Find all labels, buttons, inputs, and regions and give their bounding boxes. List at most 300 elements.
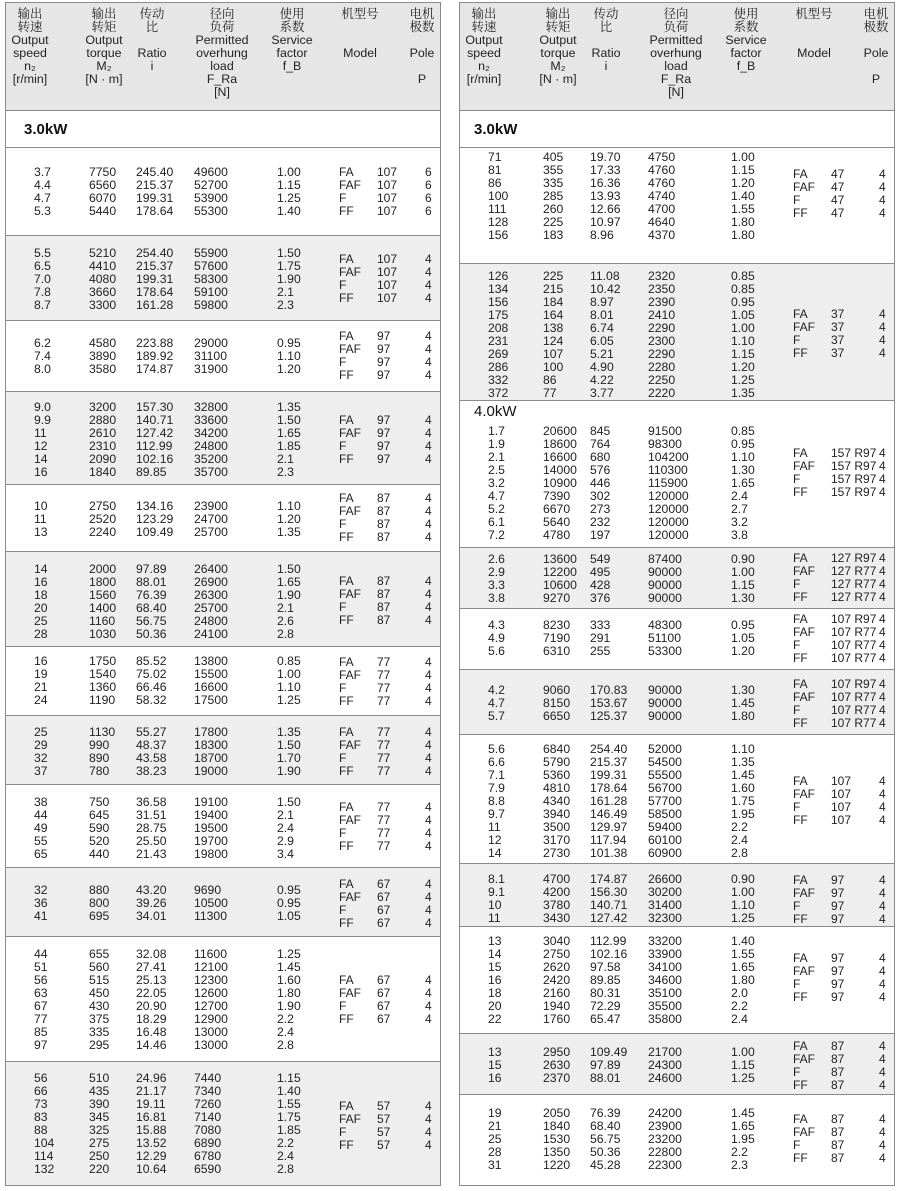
model-size: 67: [377, 916, 391, 930]
model-row: [339, 1013, 441, 1026]
model-size: 87: [377, 517, 391, 531]
output-torque-cell: 450: [89, 986, 110, 1000]
model-type: F: [339, 1125, 347, 1139]
overhung-load-cell: 26900: [194, 575, 228, 589]
output-speed-cell: 19: [488, 1106, 502, 1120]
model-size: 107: [377, 252, 398, 266]
table-row: [6, 848, 306, 861]
ratio-cell: 76.39: [590, 1106, 621, 1120]
model-type: F: [339, 681, 347, 695]
ratio-cell: 12.29: [136, 1149, 167, 1163]
overhung-load-cell: 15500: [194, 667, 228, 681]
output-torque-cell: 1800: [89, 575, 117, 589]
left-table: [5, 2, 441, 1186]
ratio-cell: 123.29: [136, 512, 174, 526]
pole-count: 4: [425, 517, 432, 531]
model-row: [793, 207, 895, 220]
ratio-cell: 845: [590, 424, 611, 438]
output-torque-cell: 1840: [89, 465, 117, 479]
service-factor-cell: 1.20: [731, 360, 755, 374]
service-factor-cell: 1.35: [277, 525, 301, 539]
service-factor-cell: 1.80: [731, 973, 755, 987]
model-size: 107 R77: [831, 690, 877, 704]
output-speed-cell: 14: [488, 846, 502, 860]
output-speed-cell: 51: [34, 960, 48, 974]
output-torque-cell: 1760: [543, 1012, 571, 1026]
output-torque-cell: 2520: [89, 512, 117, 526]
service-factor-cell: 0.85: [731, 282, 755, 296]
service-factor-cell: 2.3: [277, 465, 294, 479]
model-size: 77: [377, 655, 391, 669]
service-factor-cell: 0.90: [731, 872, 755, 886]
ratio-cell: 140.71: [136, 413, 174, 427]
row-group: [6, 715, 440, 785]
model-size: 67: [377, 999, 391, 1013]
table-row: [460, 464, 760, 477]
output-speed-cell: 21: [34, 680, 48, 694]
model-size: 87: [831, 1078, 845, 1092]
model-type: FAF: [339, 265, 362, 279]
service-factor-cell: 0.95: [731, 618, 755, 632]
model-type: FF: [793, 813, 808, 827]
model-type: FAF: [339, 668, 362, 682]
overhung-load-cell: 19800: [194, 847, 228, 861]
model-size: 87: [377, 530, 391, 544]
pole-count: 4: [425, 439, 432, 453]
pole-count: 4: [879, 716, 886, 730]
table-row: [6, 1163, 306, 1176]
output-torque-cell: 4810: [543, 781, 571, 795]
ratio-cell: 112.99: [590, 934, 627, 948]
model-size: 37: [831, 320, 845, 334]
model-size: 67: [377, 973, 391, 987]
output-speed-cell: 15: [488, 960, 502, 974]
pole-count: 4: [879, 800, 886, 814]
service-factor-cell: 1.95: [731, 1132, 755, 1146]
model-type: FA: [793, 307, 808, 321]
output-torque-cell: 225: [543, 215, 564, 229]
ratio-cell: 43.20: [136, 883, 167, 897]
service-factor-cell: 1.00: [731, 885, 755, 899]
output-torque-cell: 14000: [543, 463, 577, 477]
ratio-cell: 39.26: [136, 896, 167, 910]
overhung-load-cell: 23900: [648, 1119, 682, 1133]
output-speed-cell: 332: [488, 373, 509, 387]
model-size: 157 R97: [831, 472, 877, 486]
ratio-cell: 125.37: [590, 709, 628, 723]
service-factor-cell: 2.0: [731, 986, 748, 1000]
model-size: 77: [377, 839, 391, 853]
model-size: 107: [377, 178, 398, 192]
overhung-load-cell: 48300: [648, 618, 682, 632]
output-torque-cell: 2370: [543, 1071, 571, 1085]
overhung-load-cell: 57600: [194, 259, 228, 273]
pole-count: 4: [425, 613, 432, 627]
ratio-cell: 16.36: [590, 176, 621, 190]
model-row: [339, 614, 441, 627]
model-type: F: [339, 826, 347, 840]
output-speed-cell: 208: [488, 321, 509, 335]
service-factor-cell: 2.2: [731, 999, 748, 1013]
model-size: 127 R77: [831, 577, 877, 591]
output-speed-cell: 86: [488, 176, 502, 190]
overhung-load-cell: 90000: [648, 696, 682, 710]
table-header: [6, 3, 440, 111]
output-speed-cell: 20: [34, 601, 48, 615]
pole-count: 4: [425, 252, 432, 266]
model-size: 97: [831, 873, 845, 887]
model-type: FAF: [793, 1125, 816, 1139]
output-speed-cell: 7.1: [488, 768, 505, 782]
model-type: F: [793, 472, 801, 486]
model-type: F: [339, 278, 347, 292]
model-size: 107 R77: [831, 703, 877, 717]
overhung-load-cell: 4640: [648, 215, 676, 229]
pole-count: 4: [425, 764, 432, 778]
pole-count: 4: [425, 668, 432, 682]
pole-count: 4: [879, 346, 886, 360]
model-type: FF: [339, 204, 354, 218]
output-speed-cell: 22: [488, 1012, 502, 1026]
output-torque-cell: 7750: [89, 165, 117, 179]
service-factor-cell: 1.00: [277, 165, 301, 179]
model-type: FF: [339, 530, 354, 544]
output-torque-cell: 3940: [543, 807, 571, 821]
overhung-load-cell: 21700: [648, 1045, 682, 1059]
overhung-load-cell: 6780: [194, 1149, 222, 1163]
output-speed-cell: 156: [488, 295, 509, 309]
output-speed-cell: 10: [34, 499, 48, 513]
service-factor-cell: 1.05: [277, 909, 301, 923]
model-type: FF: [793, 912, 808, 926]
output-speed-cell: 6.6: [488, 755, 505, 769]
overhung-load-cell: 58300: [194, 272, 228, 286]
ratio-cell: 11.08: [590, 269, 620, 283]
service-factor-cell: 1.30: [731, 591, 755, 605]
output-speed-cell: 21: [488, 1119, 502, 1133]
service-factor-cell: 0.85: [731, 424, 755, 438]
table-row: [460, 592, 760, 605]
output-torque-cell: 1130: [89, 725, 116, 739]
output-torque-cell: 510: [89, 1071, 110, 1085]
model-type: FAF: [339, 178, 362, 192]
model-size: 57: [377, 1112, 391, 1126]
ratio-cell: 32.08: [136, 947, 167, 961]
output-torque-cell: 325: [89, 1123, 110, 1137]
model-type: F: [339, 439, 347, 453]
pole-count: 4: [425, 504, 432, 518]
model-type: FAF: [339, 738, 362, 752]
model-type: FAF: [339, 986, 362, 1000]
service-factor-cell: 1.50: [277, 562, 301, 576]
ratio-cell: 189.92: [136, 349, 174, 363]
service-factor-cell: 1.65: [731, 960, 755, 974]
ratio-cell: 8.97: [590, 295, 614, 309]
output-torque-cell: 780: [89, 764, 110, 778]
service-factor-cell: 2.4: [277, 1149, 294, 1163]
model-type: FA: [339, 574, 354, 588]
pole-count: 4: [425, 600, 432, 614]
overhung-load-cell: 90000: [648, 709, 682, 723]
output-speed-cell: 5.7: [488, 709, 505, 723]
overhung-load-cell: 55900: [194, 246, 228, 260]
service-factor-cell: 1.30: [731, 683, 755, 697]
output-speed-cell: 9.9: [34, 413, 51, 427]
overhung-load-cell: 60100: [648, 833, 682, 847]
output-speed-cell: 4.4: [34, 178, 51, 192]
output-torque-cell: 1220: [543, 1158, 571, 1172]
ratio-cell: 50.36: [590, 1145, 621, 1159]
service-factor-cell: 2.4: [731, 1012, 748, 1026]
ratio-cell: 112.99: [136, 439, 173, 453]
pole-count: 4: [425, 1099, 432, 1113]
overhung-load-cell: 59800: [194, 298, 228, 312]
output-speed-cell: 16: [34, 465, 48, 479]
overhung-load-cell: 35800: [648, 1012, 682, 1026]
service-factor-cell: 1.00: [731, 565, 755, 579]
output-torque-cell: 1190: [89, 693, 116, 707]
output-speed-cell: 16: [488, 973, 502, 987]
ratio-cell: 50.36: [136, 627, 167, 641]
output-torque-cell: 18600: [543, 437, 577, 451]
service-factor-cell: 2.1: [277, 452, 294, 466]
model-size: 37: [831, 307, 845, 321]
ratio-cell: 146.49: [590, 807, 628, 821]
output-speed-cell: 2.6: [488, 552, 505, 566]
output-speed-cell: 10: [488, 898, 502, 912]
ratio-cell: 89.85: [136, 465, 167, 479]
ratio-cell: 25.13: [136, 973, 167, 987]
output-torque-cell: 220: [89, 1162, 110, 1176]
output-torque-cell: 2610: [89, 426, 117, 440]
service-factor-cell: 2.8: [277, 627, 294, 641]
output-speed-cell: 128: [488, 215, 509, 229]
pole-count: 4: [879, 206, 886, 220]
model-type: FA: [793, 612, 808, 626]
output-torque-cell: 655: [89, 947, 110, 961]
ratio-cell: 21.17: [136, 1084, 167, 1098]
model-size: 87: [377, 587, 391, 601]
ratio-cell: 127.42: [590, 911, 628, 925]
output-torque-cell: 16600: [543, 450, 577, 464]
model-size: 87: [831, 1065, 845, 1079]
pole-count: 4: [879, 964, 886, 978]
output-torque-cell: 3040: [543, 934, 571, 948]
table-row: [6, 363, 306, 376]
model-type: FAF: [339, 1112, 362, 1126]
service-factor-cell: 1.65: [277, 426, 301, 440]
overhung-load-cell: 34600: [648, 973, 682, 987]
model-size: 77: [377, 668, 391, 682]
output-torque-cell: 6070: [89, 191, 117, 205]
model-size: 157 R97: [831, 485, 877, 499]
service-factor-cell: 2.2: [731, 820, 748, 834]
ratio-cell: 80.31: [590, 986, 621, 1000]
model-type: FF: [793, 206, 808, 220]
ratio-cell: 161.28: [136, 298, 174, 312]
service-factor-cell: 1.55: [731, 947, 755, 961]
output-speed-cell: 25: [34, 614, 48, 628]
output-speed-cell: 156: [488, 228, 509, 242]
ratio-cell: 3.77: [590, 386, 614, 400]
output-speed-cell: 11: [488, 820, 501, 834]
model-size: 97: [831, 912, 845, 926]
table-row: [6, 765, 306, 778]
model-type: F: [793, 899, 801, 913]
table-row: [460, 579, 760, 592]
model-type: FF: [339, 839, 354, 853]
output-speed-cell: 6.5: [34, 259, 51, 273]
table-row: [460, 387, 760, 400]
ratio-cell: 156.30: [590, 885, 628, 899]
pole-count: 4: [425, 342, 432, 356]
ratio-cell: 223.88: [136, 336, 174, 350]
ratio-cell: 4.90: [590, 360, 614, 374]
model-size: 107: [377, 291, 398, 305]
model-type: FF: [793, 590, 808, 604]
ratio-cell: 20.90: [136, 999, 167, 1013]
overhung-load-cell: 35100: [648, 986, 682, 1000]
output-speed-cell: 28: [488, 1145, 502, 1159]
service-factor-cell: 3.8: [731, 528, 748, 542]
service-factor-cell: 2.2: [731, 1145, 748, 1159]
pole-count: 4: [879, 990, 886, 1004]
table-row: [460, 425, 760, 438]
model-type: FAF: [339, 890, 362, 904]
service-factor-cell: 1.40: [731, 189, 755, 203]
output-speed-cell: 5.2: [488, 502, 505, 516]
overhung-load-cell: 23900: [194, 499, 228, 513]
pole-count: 4: [879, 977, 886, 991]
output-speed-cell: 28: [34, 627, 48, 641]
service-factor-cell: 1.40: [277, 204, 301, 218]
overhung-load-cell: 24800: [194, 614, 228, 628]
model-size: 97: [831, 977, 845, 991]
output-torque-cell: 6310: [543, 644, 571, 658]
service-factor-cell: 1.95: [731, 807, 755, 821]
model-type: F: [339, 751, 347, 765]
header-ratio: 传动 比 Ratio i: [137, 7, 167, 73]
service-factor-cell: 1.40: [277, 1084, 301, 1098]
model-size: 47: [831, 206, 845, 220]
output-torque-cell: 8150: [543, 696, 571, 710]
pole-count: 4: [425, 1112, 432, 1126]
service-factor-cell: 1.65: [731, 476, 755, 490]
ratio-cell: 16.48: [136, 1025, 167, 1039]
model-size: 77: [377, 725, 391, 739]
ratio-cell: 21.43: [136, 847, 167, 861]
ratio-cell: 178.64: [136, 204, 174, 218]
pole-count: 4: [879, 167, 886, 181]
service-factor-cell: 1.30: [731, 463, 755, 477]
output-torque-cell: 890: [89, 751, 110, 765]
service-factor-cell: 2.4: [277, 1025, 294, 1039]
model-size: 87: [831, 1052, 845, 1066]
model-type: FA: [793, 774, 808, 788]
output-torque-cell: 275: [89, 1136, 110, 1150]
output-speed-cell: 2.9: [488, 565, 505, 579]
model-size: 47: [831, 193, 845, 207]
output-speed-cell: 7.2: [488, 528, 505, 542]
output-speed-cell: 4.2: [488, 683, 505, 697]
ratio-cell: 97.89: [590, 1058, 621, 1072]
table-row: [460, 553, 760, 566]
model-type: FF: [339, 291, 354, 305]
ratio-cell: 117.94: [590, 833, 627, 847]
output-speed-cell: 7.4: [34, 349, 51, 363]
overhung-load-cell: 52700: [194, 178, 228, 192]
service-factor-cell: 1.20: [731, 644, 755, 658]
ratio-cell: 109.49: [590, 1045, 628, 1059]
table-row: [460, 229, 760, 242]
model-type: FF: [339, 1012, 354, 1026]
ratio-cell: 43.58: [136, 751, 167, 765]
output-speed-cell: 5.3: [34, 204, 51, 218]
service-factor-cell: 1.45: [731, 696, 755, 710]
table-row: [6, 299, 306, 312]
service-factor-cell: 0.95: [277, 896, 301, 910]
overhung-load-cell: 26600: [648, 872, 682, 886]
output-speed-cell: 32: [34, 751, 48, 765]
overhung-load-cell: 7440: [194, 1071, 222, 1085]
overhung-load-cell: 90000: [648, 591, 682, 605]
output-speed-cell: 6.1: [488, 515, 505, 529]
output-torque-cell: 2240: [89, 525, 117, 539]
output-torque-cell: 3300: [89, 298, 117, 312]
overhung-load-cell: 55500: [648, 768, 682, 782]
output-torque-cell: 20600: [543, 424, 577, 438]
model-type: F: [793, 333, 801, 347]
overhung-load-cell: 31400: [648, 898, 682, 912]
model-type: F: [339, 517, 347, 531]
service-factor-cell: 2.1: [277, 808, 294, 822]
ratio-cell: 8.96: [590, 228, 614, 242]
service-factor-cell: 1.90: [277, 588, 301, 602]
overhung-load-cell: 26400: [194, 562, 228, 576]
pole-count: 4: [879, 1112, 886, 1126]
pole-count: 4: [879, 446, 886, 460]
model-size: 107 R77: [831, 638, 877, 652]
overhung-load-cell: 22300: [648, 1158, 682, 1172]
service-factor-cell: 1.90: [277, 272, 301, 286]
output-speed-cell: 83: [34, 1110, 48, 1124]
row-group: [6, 785, 440, 867]
output-speed-cell: 67: [34, 999, 48, 1013]
service-factor-cell: 1.15: [277, 178, 301, 192]
model-size: 77: [377, 800, 391, 814]
output-speed-cell: 7.9: [488, 781, 505, 795]
overhung-load-cell: 9690: [194, 883, 222, 897]
overhung-load-cell: 91500: [648, 424, 682, 438]
service-factor-cell: 1.05: [731, 631, 755, 645]
output-speed-cell: 13: [34, 525, 48, 539]
service-factor-cell: 1.25: [731, 911, 755, 925]
service-factor-cell: 2.4: [731, 833, 748, 847]
pole-count: 4: [425, 587, 432, 601]
service-factor-cell: 1.55: [277, 1097, 301, 1111]
service-factor-cell: 1.85: [277, 1123, 301, 1137]
overhung-load-cell: 4700: [648, 202, 676, 216]
overhung-load-cell: 120000: [648, 489, 689, 503]
model-type: FA: [339, 413, 354, 427]
overhung-load-cell: 2390: [648, 295, 676, 309]
overhung-load-cell: 7260: [194, 1097, 222, 1111]
model-size: 157 R97: [831, 459, 877, 473]
output-speed-cell: 100: [488, 189, 509, 203]
output-speed-cell: 13: [488, 1045, 502, 1059]
service-factor-cell: 0.95: [277, 336, 301, 350]
output-speed-cell: 37: [34, 764, 48, 778]
